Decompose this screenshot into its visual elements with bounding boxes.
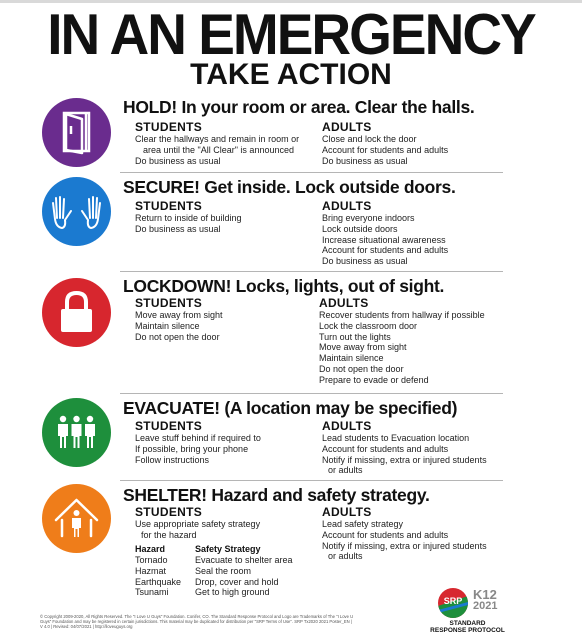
list-item: Follow instructions [135,454,210,465]
list-item: Do business as usual [135,155,221,166]
adults-column [322,200,448,267]
list-item: Move away from sight [135,310,223,320]
srp-logo-icon [438,588,468,618]
divider [120,271,503,272]
hazard-label: Hazard [135,544,166,554]
logo-k12: K12 [473,587,497,602]
list-item: Lock the classroom door [319,320,418,331]
list-item: for the hazard [141,529,197,540]
list-item: Seal the room [195,565,252,576]
door-icon [42,98,111,167]
list-item: or adults [328,551,363,562]
list-item: Drop, cover and hold [195,576,279,587]
list-item: Turn out the lights [319,331,391,342]
list-item: or adults [328,465,363,476]
people-icon [42,398,111,467]
list-item: Account for students and adults [322,144,449,155]
strategy-column [195,544,293,598]
footer-line: © Copyright 2009-2020, All Rights Reserved. The "I Love U Guys" Foundation. Conifer, CO. The Standard Response Protocol and Logo are Trademarks of The "I Love U [40,614,354,619]
list-item: area until the "All Clear" is announced [143,144,294,155]
adults-label: ADULTS [322,120,372,134]
adults-label: ADULTS [322,199,372,213]
copyright-footer [40,614,425,629]
section-hold [34,96,504,174]
list-item: Recover students from hallway if possible [319,310,485,320]
section-heading: EVACUATE! (A location may be specified) [123,398,458,418]
list-item: Bring everyone indoors [322,213,415,223]
list-item: Close and lock the door [322,134,417,144]
footer-line: Guys" Foundation and may be registered in certain jurisdictions. This material may be duplicated for distribution per "SRP Terms of Use". SRP Tx2020 2021 Poster_EN | [40,619,352,624]
page-subtitle: TAKE ACTION [190,58,392,91]
list-item: Notify if missing, extra or injured students [322,540,487,551]
list-item: Move away from sight [319,342,407,353]
list-item: Account for students and adults [322,529,449,540]
adults-label: ADULTS [319,296,369,310]
logo-line: STANDARD [449,620,486,627]
list-item: Lock outside doors [322,223,398,234]
students-label: STUDENTS [135,199,203,213]
section-heading: LOCKDOWN! Locks, lights, out of sight. [123,276,445,296]
students-label: STUDENTS [135,505,203,519]
adults-label: ADULTS [322,419,372,433]
students-column [135,200,242,235]
footer-line: V 4.0 | Revised: 04/07/2021 | http://iloveuguys.org [40,624,133,629]
logo-year: 2021 [473,600,498,612]
list-item: Do business as usual [322,155,408,166]
list-item: Tsunami [135,587,169,598]
section-secure [34,175,504,271]
list-item: Account for students and adults [322,443,449,454]
students-column [135,506,260,541]
list-item: Lead safety strategy [322,519,404,529]
section-lockdown [34,274,504,392]
list-item: Leave stuff behind if required to [135,433,261,443]
list-item: Account for students and adults [322,245,449,256]
list-item: Tornado [135,555,168,565]
list-item: Return to inside of building [135,213,242,223]
students-column [135,297,223,342]
list-item: Do not open the door [319,363,404,374]
list-item: Do business as usual [135,223,221,234]
list-item: Get to high ground [195,587,270,598]
students-column [135,420,261,465]
list-item: Maintain silence [135,320,200,331]
section-heading: SECURE! Get inside. Lock outside doors. [123,177,456,197]
list-item: Clear the hallways and remain in room or [135,134,300,144]
list-item: Increase situational awareness [322,234,446,245]
adults-column [322,506,487,562]
adults-column [322,420,487,476]
students-label: STUDENTS [135,419,203,433]
list-item: If possible, bring your phone [135,443,249,454]
list-item: Earthquake [135,576,182,587]
logo-text [430,620,505,634]
adults-column [322,121,448,166]
section-heading: SHELTER! Hazard and safety strategy. [123,485,430,505]
page-title: IN AN EMERGENCY [47,1,535,67]
adults-column [319,297,485,386]
section-heading: HOLD! In your room or area. Clear the halls. [123,97,475,117]
students-label: STUDENTS [135,120,203,134]
list-item: Lead students to Evacuation location [322,433,470,443]
students-label: STUDENTS [135,296,203,310]
shelter-icon [42,484,111,553]
padlock-icon [42,278,111,347]
logo-line: RESPONSE PROTOCOL [430,627,505,634]
list-item: Use appropriate safety strategy [135,519,261,529]
section-evacuate [34,396,504,480]
srp-logo [430,585,505,640]
strategy-label: Safety Strategy [195,544,261,554]
srp-logo-mark: SRP [443,596,463,606]
list-item: Maintain silence [319,353,384,364]
list-item: Do not open the door [135,331,220,342]
list-item: Do business as usual [322,256,408,267]
adults-label: ADULTS [322,505,372,519]
divider [120,172,503,173]
divider [120,480,503,481]
hazard-column [135,544,181,598]
list-item: Notify if missing, extra or injured students [322,454,487,465]
list-item: Prepare to evade or defend [319,374,429,385]
list-item: Evacuate to shelter area [195,555,293,565]
list-item: Hazmat [135,565,167,576]
divider [120,393,503,394]
hands-icon [42,177,111,246]
students-column [135,121,299,166]
